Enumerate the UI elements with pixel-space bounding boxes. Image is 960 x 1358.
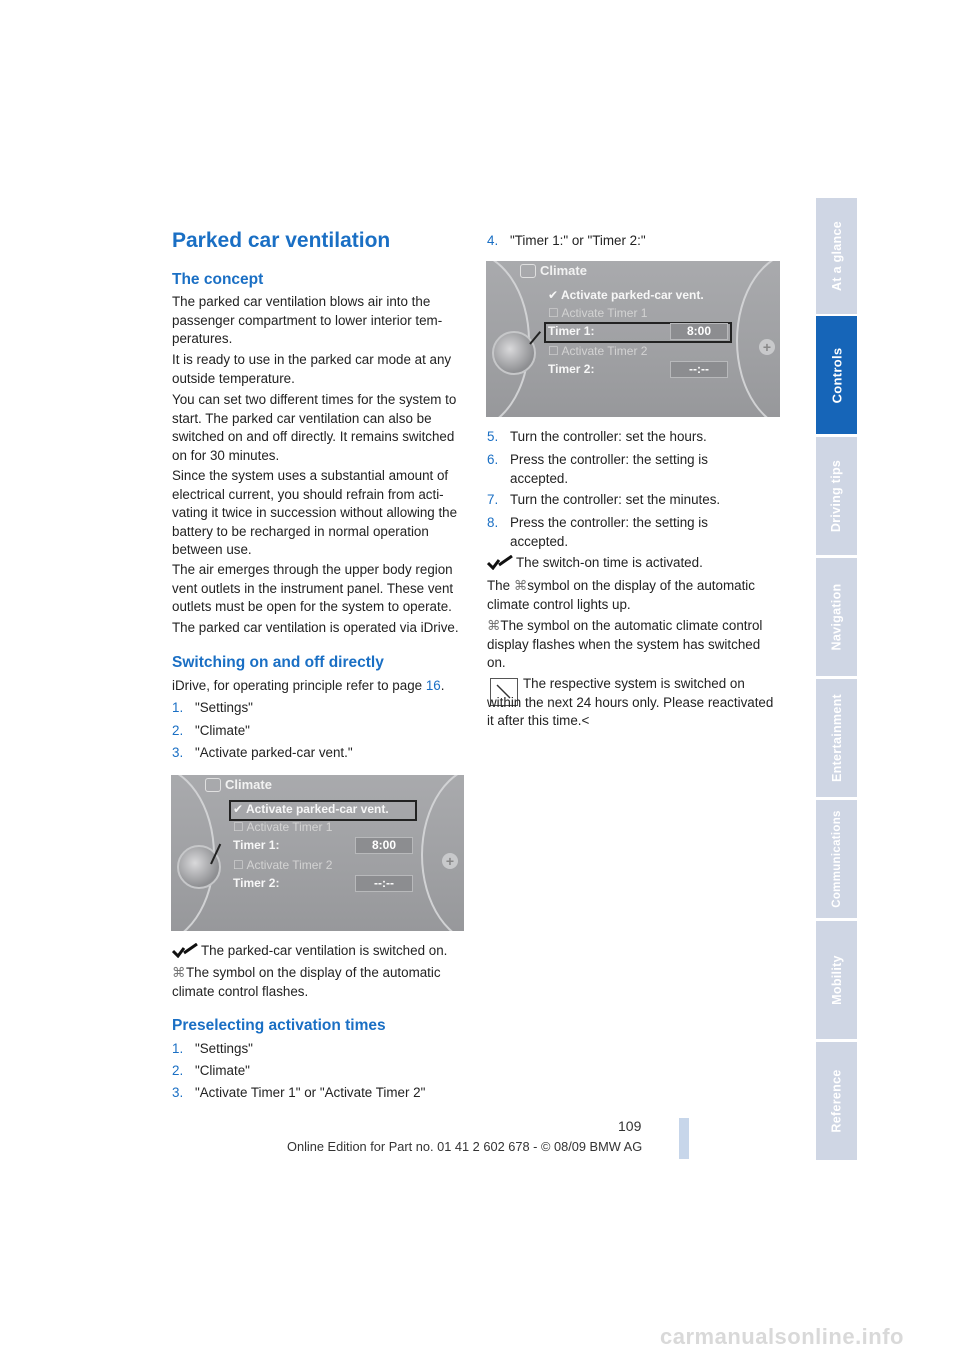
after-screen-1-line-2: ⌘The symbol on the display of the automatic climate control flashes.	[172, 965, 441, 999]
idrive-screenshot-climate-2	[486, 261, 780, 417]
preselect-heading: Preselecting activation times	[172, 1017, 386, 1034]
screen-arc-right	[736, 261, 780, 417]
page-number: 109	[618, 1118, 642, 1134]
menu-item-activate-vent: ✔ Activate parked-car vent.	[233, 802, 389, 816]
fan-symbol-icon: ⌘	[513, 578, 528, 593]
plus-icon: +	[442, 853, 458, 869]
checkbox-icon: ☐	[233, 858, 244, 872]
timer-2-value: --:--	[670, 361, 728, 378]
sidebar-tab-driving-tips[interactable]: Driving tips	[816, 437, 857, 555]
check-symbol-icon	[487, 555, 513, 570]
list-item: 3. "Activate parked-car vent."	[172, 745, 353, 760]
check-symbol-icon	[172, 943, 198, 958]
checkbox-icon: ☐	[233, 820, 244, 834]
concept-heading: The concept	[172, 271, 264, 288]
list-item: 5. Turn the controller: set the hours.	[487, 429, 707, 444]
screen-title: Climate	[540, 263, 587, 278]
list-item: 2. "Climate"	[172, 1063, 250, 1078]
sidebar-tab-reference[interactable]: Reference	[816, 1042, 857, 1160]
timer-1-value: 8:00	[355, 837, 413, 854]
checkbox-icon: ☐	[548, 306, 559, 320]
concept-paragraph-4: Since the system uses a substantial amount of electrical current, you should refrain from acti-vating it twice in succession without allowing the battery to be recharged in normal operation between use.	[172, 468, 458, 557]
list-item: 1. "Settings"	[172, 700, 253, 715]
menu-item-timer-2: Timer 2:	[233, 876, 280, 890]
concept-paragraph-1: The parked car ventilation blows air into the passenger compartment to lower interior tem-peratures.	[172, 294, 443, 346]
screen-arc-right	[421, 775, 464, 931]
menu-item-timer-1: Timer 1:	[233, 838, 280, 852]
note-paragraph: The respective system is switched on within the next 24 hours only. Please reactivated it after this time.<	[487, 676, 774, 728]
menu-item-activate-timer-2: ☐ Activate Timer 2	[233, 858, 333, 872]
list-item: 4. "Timer 1:" or "Timer 2:"	[487, 233, 646, 248]
edition-footer: Online Edition for Part no. 01 41 2 602 678 - © 08/09 BMW AG	[287, 1139, 643, 1154]
sidebar-tab-entertainment[interactable]: Entertainment	[816, 679, 857, 797]
menu-item-timer-1: Timer 1:	[548, 324, 595, 338]
sidebar-tab-navigation[interactable]: Navigation	[816, 558, 857, 676]
menu-item-activate-timer-2: ☐ Activate Timer 2	[548, 344, 648, 358]
page-marker-bar	[679, 1118, 689, 1159]
sidebar-tab-communications[interactable]: Communications	[816, 800, 857, 918]
page-title: Parked car ventilation	[172, 229, 391, 252]
sidebar-tab-controls[interactable]: Controls	[816, 316, 857, 434]
menu-item-activate-timer-1: ☐ Activate Timer 1	[548, 306, 648, 320]
lights-up-paragraph: The ⌘symbol on the display of the automatic climate control lights up.	[487, 578, 755, 612]
direct-intro: iDrive, for operating principle refer to page 16.	[172, 678, 445, 693]
list-item: 1. "Settings"	[172, 1041, 253, 1056]
screen-title: Climate	[225, 777, 272, 792]
checkmark-icon: ✔	[548, 288, 559, 302]
fan-symbol-icon: ⌘	[487, 618, 501, 633]
timer-1-value: 8:00	[670, 323, 728, 340]
controller-knob-icon	[492, 331, 536, 375]
sidebar-tab-mobility[interactable]: Mobility	[816, 921, 857, 1039]
list-item: 7. Turn the controller: set the minutes.	[487, 492, 721, 507]
page-link-16[interactable]: 16	[425, 678, 441, 693]
plus-icon: +	[759, 339, 775, 355]
fan-symbol-icon: ⌘	[172, 965, 186, 980]
menu-item-activate-timer-1: ☐ Activate Timer 1	[233, 820, 333, 834]
checkmark-icon: ✔	[233, 802, 244, 816]
timer-2-value: --:--	[355, 875, 413, 892]
list-item: 8. Press the controller: the setting is accepted.	[487, 515, 708, 549]
climate-fan-icon	[205, 778, 221, 792]
list-item: 3. "Activate Timer 1" or "Activate Timer 2"	[172, 1085, 426, 1100]
flashes-paragraph: ⌘The symbol on the automatic climate control display flashes when the system has switched on.	[487, 618, 763, 670]
activated-line: The switch-on time is activated.	[487, 554, 781, 573]
concept-paragraph-3: You can set two different times for the system to start. The parked car ventilation can also be switched on and off directly. It remains switched on for 30 minutes.	[172, 392, 457, 463]
menu-item-activate-vent: ✔ Activate parked-car vent.	[548, 288, 704, 302]
watermark: carmanualsonline.info	[660, 1324, 904, 1349]
concept-paragraph-6: The parked car ventilation is operated via iDrive.	[172, 620, 459, 635]
pointer-line	[529, 331, 541, 345]
list-item: 2. "Climate"	[172, 723, 250, 738]
after-screen-1-line-1: The parked-car ventilation is switched on.	[172, 942, 466, 961]
concept-paragraph-2: It is ready to use in the parked car mode at any outside temperature.	[172, 352, 452, 386]
sidebar-tab-at-a-glance[interactable]: At a glance	[816, 198, 857, 314]
concept-paragraph-5: The air emerges through the upper body region vent outlets in the instrument panel. These vent outlets must be open for the system to operate.	[172, 562, 454, 614]
menu-item-timer-2: Timer 2:	[548, 362, 595, 376]
direct-heading: Switching on and off directly	[172, 654, 384, 671]
climate-fan-icon	[520, 264, 536, 278]
checkbox-icon: ☐	[548, 344, 559, 358]
list-item: 6. Press the controller: the setting is accepted.	[487, 452, 708, 486]
idrive-screenshot-climate-1	[171, 775, 464, 931]
